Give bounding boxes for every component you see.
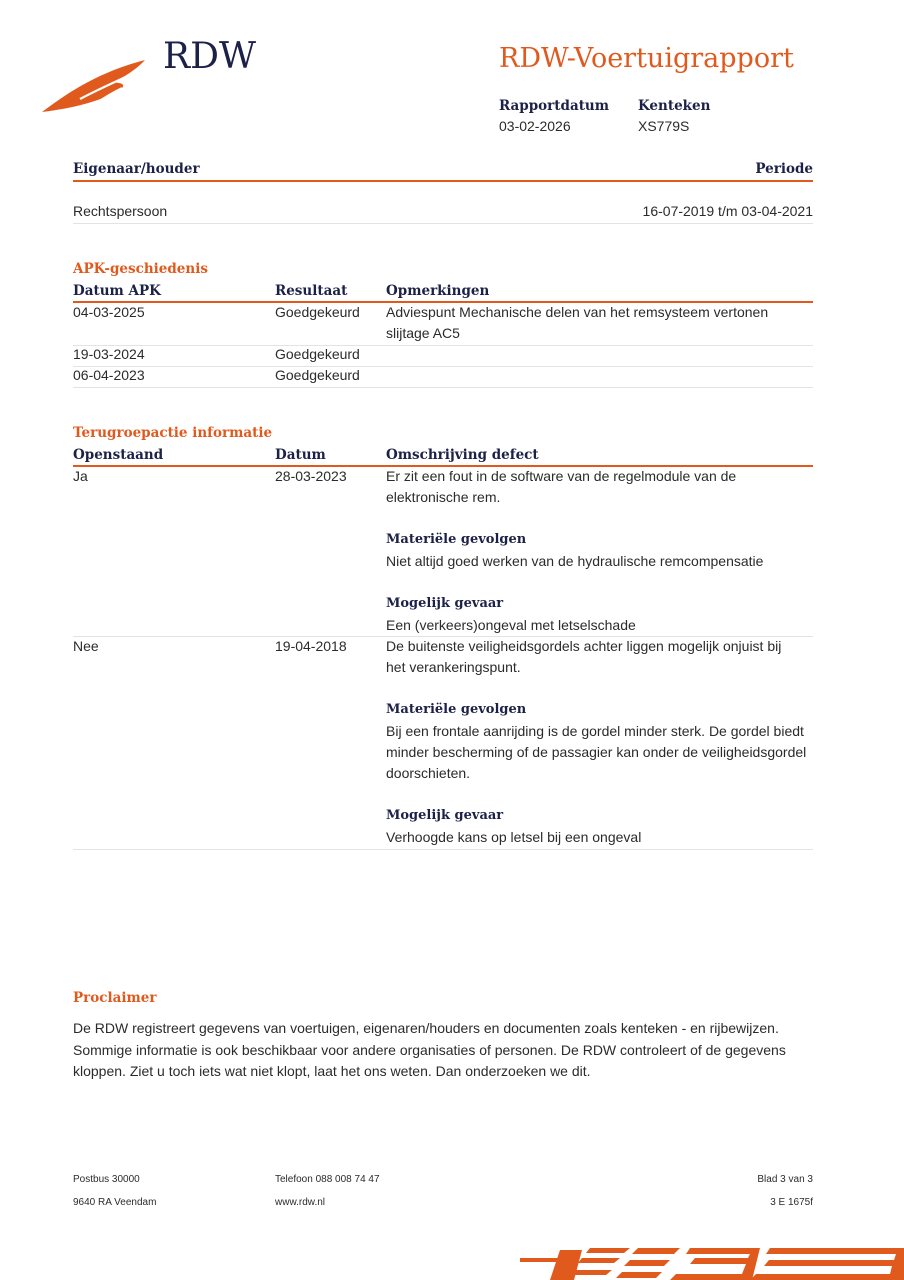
recall-open: Ja bbox=[73, 468, 88, 484]
proclaimer-text: Sommige informatie is ook beschikbaar voor andere organisaties of personen. De RDW controleert of de gegevens bbox=[73, 1042, 786, 1058]
consequences-text: doorschieten. bbox=[386, 765, 471, 781]
apk-col-remarks: Opmerkingen bbox=[386, 283, 490, 299]
rapportdatum-label: Rapportdatum bbox=[499, 98, 610, 114]
kenteken-value: XS779S bbox=[638, 118, 690, 134]
owner-type: Rechtspersoon bbox=[73, 203, 168, 219]
danger-label: Mogelijk gevaar bbox=[386, 808, 504, 823]
apk-date: 04-03-2025 bbox=[73, 304, 145, 320]
consequences-text: Bij een frontale aanrijding is de gordel minder sterk. De gordel biedt bbox=[386, 723, 804, 739]
apk-result: Goedgekeurd bbox=[275, 346, 360, 362]
consequences-label: Materiële gevolgen bbox=[386, 532, 527, 547]
proclaimer-title: Proclaimer bbox=[73, 990, 157, 1006]
danger-text: Een (verkeers)ongeval met letselschade bbox=[386, 617, 636, 633]
footer-phone: Telefoon 088 008 74 47 bbox=[275, 1174, 380, 1185]
recall-defect: De buitenste veiligheidsgordels achter liggen mogelijk onjuist bij bbox=[386, 638, 782, 654]
recall-col-date: Datum bbox=[275, 447, 326, 463]
apk-date: 06-04-2023 bbox=[73, 367, 145, 383]
period-header: Periode bbox=[755, 161, 813, 177]
footer-page: Blad 3 van 3 bbox=[757, 1174, 813, 1185]
apk-col-result: Resultaat bbox=[275, 283, 348, 299]
recall-col-open: Openstaand bbox=[73, 447, 164, 463]
apk-remark: slijtage AC5 bbox=[386, 325, 460, 341]
recall-title: Terugroepactie informatie bbox=[73, 425, 273, 441]
apk-result: Goedgekeurd bbox=[275, 367, 360, 383]
proclaimer-text: De RDW registreert gegevens van voertuigen, eigenaren/houders en documenten zoals kenteken - en rijbewijzen. bbox=[73, 1020, 779, 1036]
apk-remark: Adviespunt Mechanische delen van het remsysteem vertonen bbox=[386, 304, 769, 320]
rdw-wing-logo-icon bbox=[40, 55, 150, 115]
apk-result: Goedgekeurd bbox=[275, 304, 360, 320]
danger-label: Mogelijk gevaar bbox=[386, 596, 504, 611]
recall-defect: elektronische rem. bbox=[386, 489, 501, 505]
footer-address1: Postbus 30000 bbox=[73, 1174, 140, 1185]
consequences-text: Niet altijd goed werken van de hydraulische remcompensatie bbox=[386, 553, 764, 569]
recall-date: 19-04-2018 bbox=[275, 638, 347, 654]
owner-header: Eigenaar/houder bbox=[73, 161, 200, 177]
logo-text: RDW bbox=[163, 36, 256, 77]
owner-divider bbox=[73, 180, 813, 182]
kenteken-label: Kenteken bbox=[638, 98, 711, 114]
recall-defect: Er zit een fout in de software van de regelmodule van de bbox=[386, 468, 737, 484]
footer-code: 3 E 1675f bbox=[770, 1197, 813, 1208]
rdw-stripes-icon bbox=[520, 1244, 904, 1280]
recall-date: 28-03-2023 bbox=[275, 468, 347, 484]
recall-col-defect: Omschrijving defect bbox=[386, 447, 539, 463]
apk-col-date: Datum APK bbox=[73, 283, 161, 299]
report-title: RDW-Voertuigrapport bbox=[499, 43, 794, 74]
recall-open: Nee bbox=[73, 638, 99, 654]
rapportdatum-value: 03-02-2026 bbox=[499, 118, 571, 134]
consequences-label: Materiële gevolgen bbox=[386, 702, 527, 717]
proclaimer-text: kloppen. Ziet u toch iets wat niet klopt, laat het ons weten. Dan onderzoeken we dit. bbox=[73, 1063, 591, 1079]
recall-defect: het verankeringspunt. bbox=[386, 659, 521, 675]
apk-date: 19-03-2024 bbox=[73, 346, 145, 362]
apk-title: APK-geschiedenis bbox=[73, 261, 208, 277]
owner-period: 16-07-2019 t/m 03-04-2021 bbox=[642, 203, 813, 219]
consequences-text: minder bescherming of de passagier kan onder de veiligheidsgordel bbox=[386, 744, 807, 760]
footer-address2: 9640 RA Veendam bbox=[73, 1197, 157, 1208]
danger-text: Verhoogde kans op letsel bij een ongeval bbox=[386, 829, 642, 845]
footer-website[interactable]: www.rdw.nl bbox=[275, 1197, 326, 1208]
